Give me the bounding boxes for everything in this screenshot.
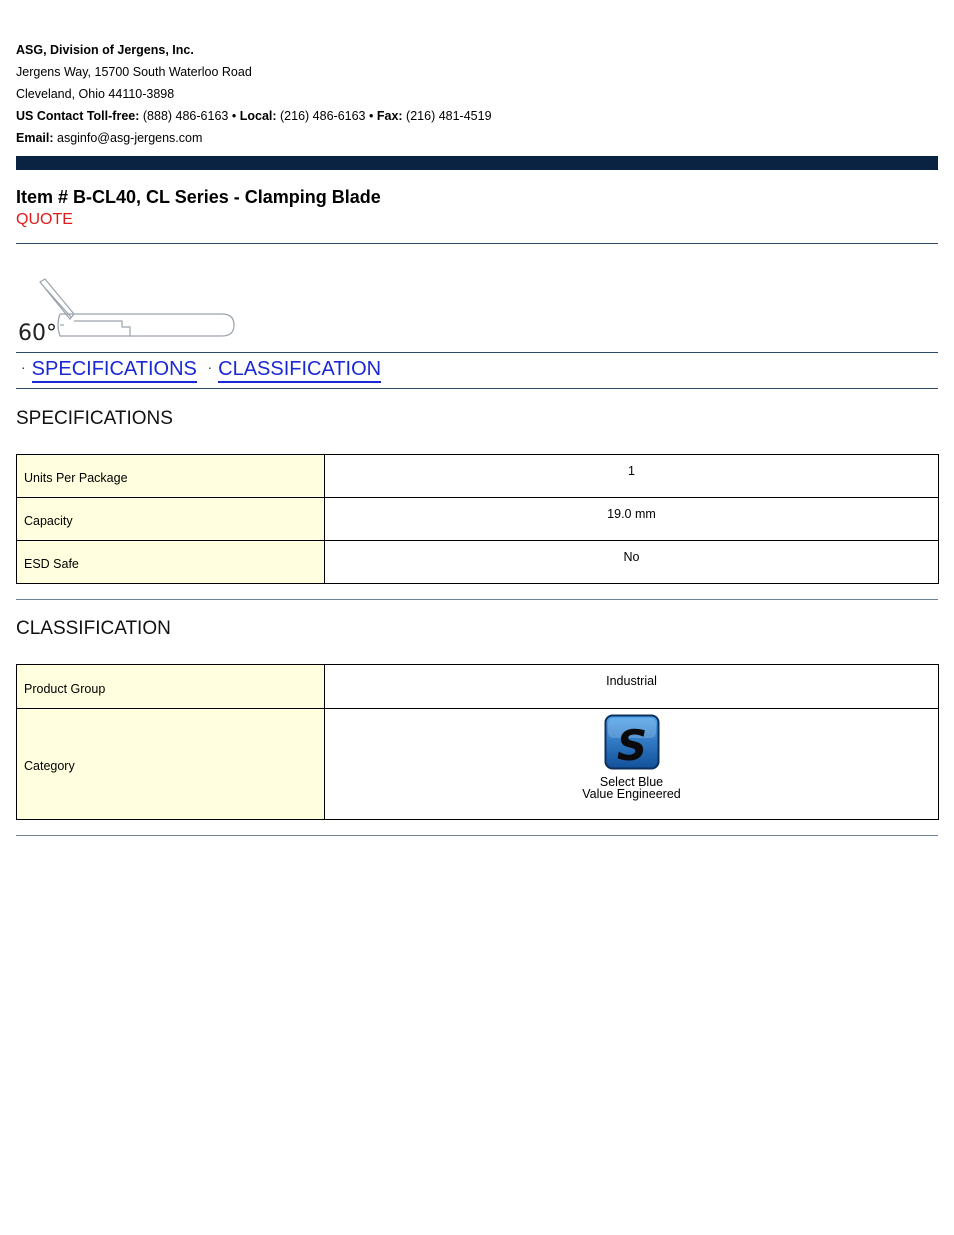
company-name: ASG, Division of Jergens, Inc. [16, 43, 194, 57]
angle-label: 60° [18, 321, 57, 344]
separator: • [231, 109, 237, 123]
nav-link-classification[interactable]: CLASSIFICATION [218, 358, 381, 383]
email-label: Email: [16, 131, 54, 145]
fax-value: (216) 481-4519 [406, 109, 492, 123]
table-row [17, 455, 939, 498]
item-title: Item # B-CL40, CL Series - Clamping Blade [16, 187, 381, 207]
divider [16, 243, 938, 244]
header-banner [16, 156, 938, 170]
email-value[interactable]: asginfo@asg-jergens.com [57, 131, 203, 145]
classification-label: Category [17, 709, 325, 820]
spec-label: Capacity [17, 498, 325, 541]
quote-link[interactable]: QUOTE [16, 211, 73, 228]
nav-link-specifications[interactable]: SPECIFICATIONS [32, 358, 197, 383]
spec-value: 19.0 mm [325, 498, 939, 541]
category-line-1: Select Blue [599, 775, 664, 789]
email-line [16, 127, 492, 149]
specifications-table [16, 454, 939, 584]
local-value: (216) 486-6163 [280, 109, 366, 123]
product-image [16, 272, 238, 344]
table-row [17, 541, 939, 584]
spec-value: 1 [325, 455, 939, 498]
spec-value: No [325, 541, 939, 584]
fax-label: Fax: [376, 109, 403, 123]
select-blue-badge-icon [604, 714, 660, 770]
table-row [17, 665, 939, 709]
separator: • [368, 109, 374, 123]
classification-label: Product Group [17, 665, 325, 709]
section-nav [16, 358, 381, 381]
local-label: Local: [239, 109, 277, 123]
address-line-2: Cleveland, Ohio 44110-3898 [16, 87, 175, 101]
divider [16, 388, 938, 389]
classification-value: Industrial [325, 665, 939, 709]
classification-heading: CLASSIFICATION [16, 618, 171, 639]
classification-value [325, 709, 939, 820]
nav-bullet: · [21, 359, 26, 375]
nav-bullet: · [207, 359, 213, 375]
spec-label: Units Per Package [17, 455, 325, 498]
divider [16, 835, 938, 836]
tollfree-label: US Contact Toll-free: [16, 109, 140, 123]
divider [16, 352, 938, 353]
badge-letter: S [616, 721, 647, 770]
table-row [17, 498, 939, 541]
phone-line [16, 105, 492, 127]
classification-table [16, 664, 939, 820]
address-line-1: Jergens Way, 15700 South Waterloo Road [16, 65, 252, 79]
divider [16, 599, 938, 600]
company-contact [16, 39, 492, 149]
tollfree-value: (888) 486-6163 [142, 109, 229, 123]
table-row [17, 709, 939, 820]
specifications-heading: SPECIFICATIONS [16, 408, 173, 429]
spec-label: ESD Safe [17, 541, 325, 584]
category-line-2: Value Engineered [582, 787, 681, 801]
